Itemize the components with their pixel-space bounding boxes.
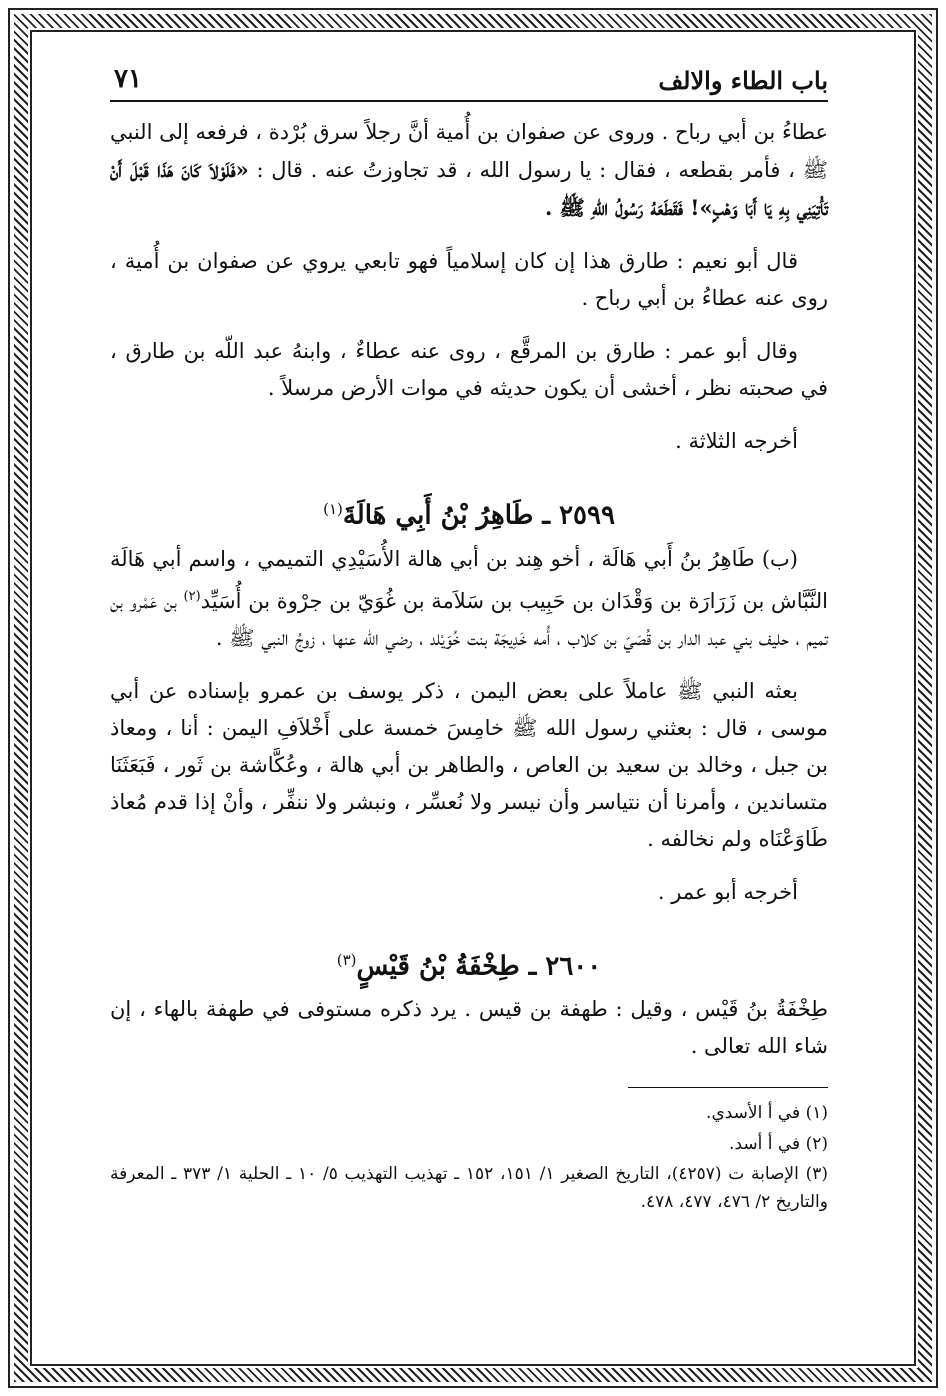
footnote-3: (٣) الإصابة ت (٤٢٥٧)، التاريخ الصغير ١/ ١٥١، ١٥٢ ـ تهذيب التهذيب ٥/ ١٠ ـ الحلية ١/ ٣٧٣ ـ المعرفة والتاريخ ٢/ ٤٧٦، ٤٧٧، ٤٧٨.	[110, 1164, 829, 1213]
paragraph-7: أخرجه أبو عمر .	[657, 879, 798, 904]
chapter-title: باب الطاء والالف	[658, 66, 828, 95]
page-number: ٧١	[114, 64, 142, 94]
footnote-1: (١) في أ الأسدي.	[706, 1103, 828, 1124]
footnote-separator	[628, 1087, 828, 1088]
section-heading-2600	[110, 935, 828, 992]
page-content	[110, 60, 828, 1216]
paragraph-1-text: عطاءُ بن أبي رباح . وروى عن صفوان بن أُمية أنَّ رجلاً سرق بُرْدة ، فرفعه إلى النبي ﷺ ، فأمر بقطعه ، فقال : يا رسول الله ، قد تجاوزتُ عنه . قال :	[110, 120, 828, 182]
running-header	[110, 60, 828, 102]
paragraph-1	[110, 114, 828, 227]
hadith-quote: «فَلَوْلاَ كَانَ هَذَا قَبْلَ أَنْ تَأْتِيَنِي بِهِ يَا أَبَا وَهْبٍ»! فَقَطَعَهُ رَسُولُ اللهِ ﷺ .	[110, 157, 828, 220]
paragraph-5-text-b: بن عَمْرو بن تميم ، حليف بني عبد الدار بن قُصَيّ بن كلاب ، أُمه خَدِيجَة بنت خُوَيْلد ، رضي الله عنها ، زوجُ النبي ﷺ .	[110, 588, 828, 650]
paragraph-3: وقال أبو عمر : طارق بن المرقَّع ، روى عنه عطاءٌ ، وابنهُ عبد اللّه بن طارق ، في صحبته نظر ، أخشى أن يكون حديثه في موات الأرض مرسلاً .	[110, 339, 828, 400]
footnote-ref-2: (٢)	[183, 588, 201, 604]
section-heading-2600-text: ٢٦٠٠ ـ طِخْفَةُ بْنُ قَيْسٍ	[356, 951, 602, 982]
footnote-ref-3: (٣)	[336, 950, 357, 969]
paragraph-5	[110, 541, 828, 657]
paragraph-6: بعثه النبي ﷺ عاملاً على بعض اليمن ، ذكر يوسف بن عمرو بإسناده عن أبي موسى ، قال : بعثني رسول الله ﷺ خامِسَ خمسة على أَخْلاَفِ اليمن : أنا ، ومعاذ بن جبل ، وخالد بن سعيد بن العاص ، والطاهر بن أبي هالة ، وعُكَّاشة بن ثَور ، فَبَعَثَنَا متساندين ، وأمرنا أن نتياسر وأن نيسر ولا نُعسِّر ، ونبشر ولا ننفِّر ، وأنْ إذا قدم مُعاذ طَاوَعْنَاه ولم نخالفه .	[110, 678, 828, 851]
footnote-ref-1: (١)	[323, 500, 343, 518]
paragraph-8: طِخْفَةُ بنُ قَيْس ، وقيل : طهفة بن قيس . يرد ذكره مستوفى في طهفة بالهاء ، إن شاء الله تعالى .	[110, 997, 828, 1059]
paragraph-2: قال أبو نعيم : طارق هذا إن كان إسلامياً فهو تابعي يروي عن صفوان بن أُمية ، روى عنه عطاءُ بن أبي رباح .	[110, 249, 828, 310]
section-heading-2599	[110, 484, 828, 541]
footnote-2: (٢) في أ أسد.	[729, 1134, 828, 1155]
paragraph-4: أخرجه الثلاثة .	[675, 429, 798, 453]
section-heading-2599-text: ٢٥٩٩ ـ طَاهِرُ بْنُ أَبِي هَالَةَ	[342, 500, 615, 531]
paragraph-5-text-a: (ب) طَاهِرُ بنُ أَبي هَالَة ، أخو هِند بن أبي هالة الأُسَيْدِي التميمي ، واسم أبي هَالَة النَّبَّاش بن زَرَارَة بن وَقْدَان بن حَبِيب بن سَلاَمة بن غُوَيّ بن جرْوة بن أُسَيِّد	[110, 546, 829, 613]
